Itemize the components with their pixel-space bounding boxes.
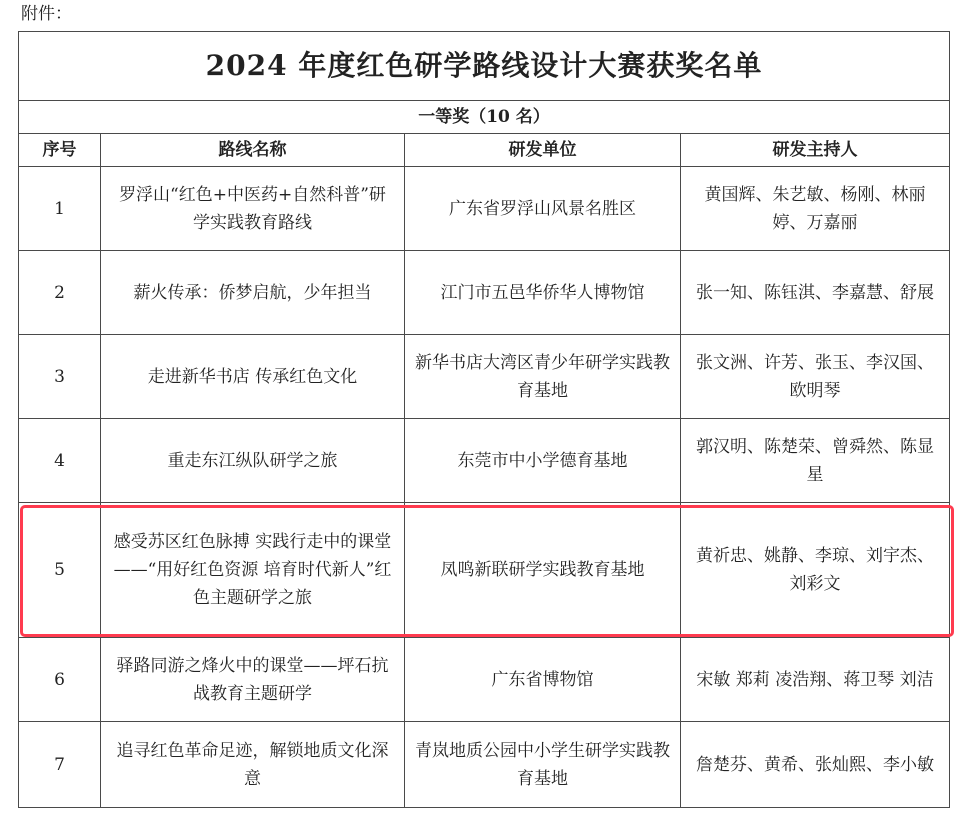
lead-developers: 郭汉明、陈楚荣、曾舜然、陈显星: [681, 419, 950, 503]
table-row-highlighted: [19, 503, 950, 638]
row-number: 6: [19, 638, 101, 722]
row-number: 3: [19, 335, 101, 419]
row-number: 5: [19, 503, 101, 638]
developer-unit: 广东省博物馆: [405, 638, 681, 722]
developer-unit: 青岚地质公园中小学生研学实践教育基地: [405, 722, 681, 808]
attachment-label: 附件：: [21, 4, 72, 24]
route-name: 追寻红色革命足迹，解锁地质文化深意: [101, 722, 405, 808]
route-name: 重走东江纵队研学之旅: [101, 419, 405, 503]
developer-unit: 东莞市中小学德育基地: [405, 419, 681, 503]
table-row: [19, 638, 950, 722]
table-row: [19, 335, 950, 419]
lead-developers: 宋敏 郑莉 凌浩翔、蒋卫琴 刘洁: [681, 638, 950, 722]
developer-unit: 新华书店大湾区青少年研学实践教育基地: [405, 335, 681, 419]
route-name: 驿路同游之烽火中的课堂——坪石抗战教育主题研学: [101, 638, 405, 722]
table-row: [19, 722, 950, 808]
column-header-route: 路线名称: [101, 134, 405, 167]
award-table: [18, 31, 950, 808]
table-row: [19, 419, 950, 503]
route-name: 薪火传承：侨梦启航，少年担当: [101, 251, 405, 335]
developer-unit: 广东省罗浮山风景名胜区: [405, 167, 681, 251]
lead-developers: 詹楚芬、黄希、张灿熙、李小敏: [681, 722, 950, 808]
developer-unit: 凤鸣新联研学实践教育基地: [405, 503, 681, 638]
page-title: 2024 年度红色研学路线设计大赛获奖名单: [19, 32, 950, 101]
table-row: [19, 167, 950, 251]
route-name: 感受苏区红色脉搏 实践行走中的课堂——“用好红色资源 培育时代新人”红色主题研学之旅: [101, 503, 405, 638]
column-header-host: 研发主持人: [681, 134, 950, 167]
lead-developers: 黄国辉、朱艺敏、杨刚、林丽婷、万嘉丽: [681, 167, 950, 251]
developer-unit: 江门市五邑华侨华人博物馆: [405, 251, 681, 335]
lead-developers: 张一知、陈钰淇、李嘉慧、舒展: [681, 251, 950, 335]
route-name: 罗浮山“红色+中医药+自然科普”研学实践教育路线: [101, 167, 405, 251]
row-number: 7: [19, 722, 101, 808]
table-row: [19, 251, 950, 335]
column-header-number: 序号: [19, 134, 101, 167]
route-name: 走进新华书店 传承红色文化: [101, 335, 405, 419]
row-number: 2: [19, 251, 101, 335]
award-level-heading: 一等奖（10 名）: [19, 101, 950, 134]
lead-developers: 黄祈忠、姚静、李琼、刘宇杰、刘彩文: [681, 503, 950, 638]
row-number: 4: [19, 419, 101, 503]
lead-developers: 张文洲、许芳、张玉、李汉国、欧明琴: [681, 335, 950, 419]
table-header-row: [19, 134, 950, 167]
row-number: 1: [19, 167, 101, 251]
column-header-unit: 研发单位: [405, 134, 681, 167]
